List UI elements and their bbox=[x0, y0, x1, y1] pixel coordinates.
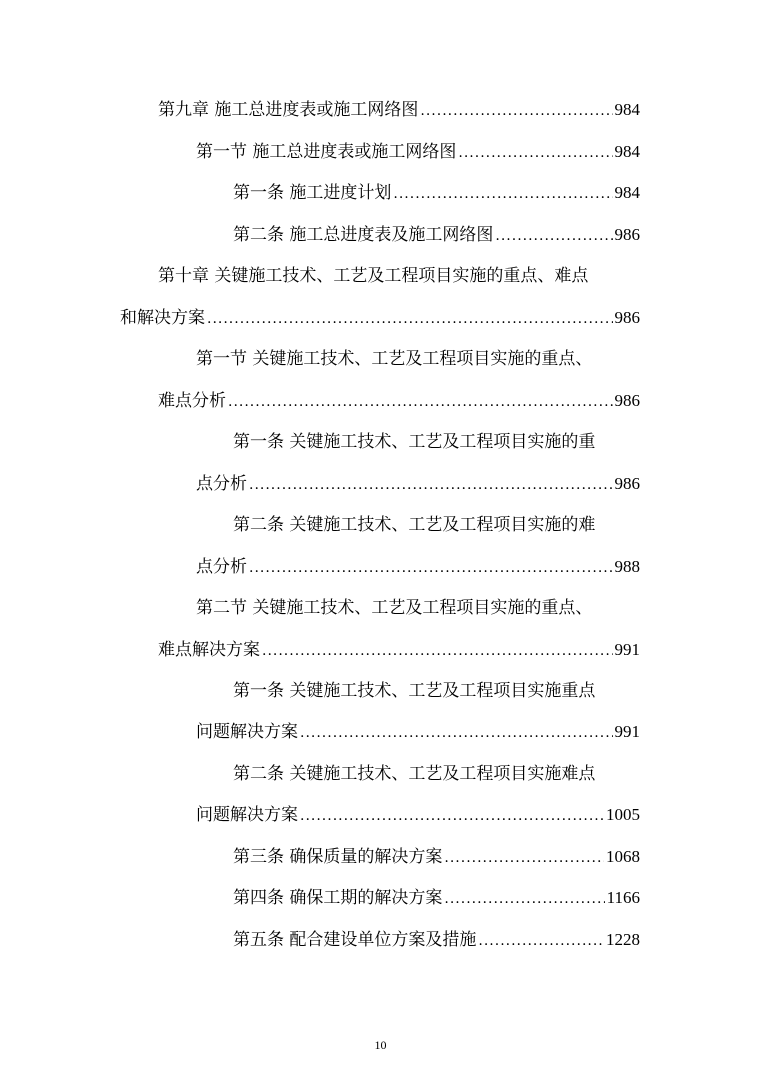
toc-leader-dots bbox=[420, 96, 612, 126]
toc-leader-dots bbox=[495, 221, 612, 251]
toc-leader-dots bbox=[444, 843, 604, 873]
toc-entry-title: 第一节 施工总进度表或施工网络图 bbox=[196, 142, 457, 162]
toc-entry-title: 第二条 施工总进度表及施工网络图 bbox=[233, 225, 494, 245]
toc-entry-article-9-1-1[interactable] bbox=[233, 178, 640, 208]
toc-entry-title: 难点解决方案 bbox=[158, 640, 260, 660]
toc-entry-title: 第二节 关键施工技术、工艺及工程项目实施的重点、 bbox=[196, 598, 593, 618]
toc-entry-title: 难点分析 bbox=[158, 391, 226, 411]
toc-entry-section-10-1[interactable] bbox=[196, 344, 640, 374]
toc-entry-title: 第一节 关键施工技术、工艺及工程项目实施的重点、 bbox=[196, 349, 593, 369]
toc-entry-page: 984 bbox=[614, 142, 640, 161]
toc-leader-dots bbox=[249, 470, 613, 500]
toc-entry-title: 问题解决方案 bbox=[196, 722, 298, 742]
toc-entry-page: 988 bbox=[614, 557, 640, 576]
toc-entry-page: 1228 bbox=[606, 930, 640, 949]
toc-entry-title: 问题解决方案 bbox=[196, 805, 298, 825]
toc-entry-page: 986 bbox=[614, 474, 640, 493]
toc-entry-section-9-1[interactable] bbox=[196, 137, 640, 167]
toc-leader-dots bbox=[262, 636, 613, 666]
toc-entry-title: 第十章 关键施工技术、工艺及工程项目实施的重点、难点 bbox=[158, 266, 589, 286]
toc-entry-section-10-2[interactable] bbox=[196, 593, 640, 623]
toc-entry-page: 984 bbox=[614, 183, 640, 202]
toc-entry-article-9-1-2[interactable] bbox=[233, 220, 640, 250]
toc-entry-chapter-9[interactable] bbox=[158, 95, 640, 125]
toc-entry-page: 1005 bbox=[606, 805, 640, 824]
toc-leader-dots bbox=[458, 138, 612, 168]
toc-leader-dots bbox=[300, 801, 604, 831]
toc-leader-dots bbox=[444, 884, 604, 914]
toc-entry-article-10-2-1-cont[interactable] bbox=[196, 717, 640, 747]
toc-entry-page: 984 bbox=[614, 100, 640, 119]
toc-entry-title: 第一条 施工进度计划 bbox=[233, 183, 392, 203]
toc-entry-title: 点分析 bbox=[196, 557, 247, 577]
toc-entry-title: 点分析 bbox=[196, 474, 247, 494]
toc-entry-page: 986 bbox=[614, 308, 640, 327]
toc-leader-dots bbox=[478, 926, 604, 956]
toc-entry-page: 1166 bbox=[606, 888, 640, 907]
toc-entry-article-10-1-2-cont[interactable] bbox=[196, 552, 640, 582]
toc-leader-dots bbox=[207, 304, 613, 334]
toc-entry-page: 1068 bbox=[606, 847, 640, 866]
toc-entry-title: 第二条 关键施工技术、工艺及工程项目实施的难 bbox=[233, 515, 596, 535]
toc-entry-title: 第一条 关键施工技术、工艺及工程项目实施的重 bbox=[233, 432, 596, 452]
toc-entry-article-10-2-5[interactable] bbox=[233, 925, 640, 955]
toc-entry-title: 第四条 确保工期的解决方案 bbox=[233, 888, 443, 908]
toc-leader-dots bbox=[393, 179, 612, 209]
toc-entry-chapter-10[interactable] bbox=[158, 261, 640, 291]
page-number: 10 bbox=[374, 1038, 387, 1052]
toc-entry-section-10-2-cont[interactable] bbox=[158, 635, 640, 665]
toc-entry-title: 第二条 关键施工技术、工艺及工程项目实施难点 bbox=[233, 764, 596, 784]
toc-entry-article-10-2-2[interactable] bbox=[233, 759, 640, 789]
toc-entry-article-10-2-3[interactable] bbox=[233, 842, 640, 872]
toc-entry-page: 986 bbox=[614, 391, 640, 410]
toc-leader-dots bbox=[249, 553, 613, 583]
toc-entry-page: 986 bbox=[614, 225, 640, 244]
toc-entry-chapter-10-cont[interactable] bbox=[120, 303, 640, 333]
toc-leader-dots bbox=[300, 718, 613, 748]
toc-leader-dots bbox=[228, 387, 613, 417]
toc-entry-title: 第五条 配合建设单位方案及措施 bbox=[233, 930, 477, 950]
toc-entry-page: 991 bbox=[614, 640, 640, 659]
toc-entry-article-10-2-2-cont[interactable] bbox=[196, 800, 640, 830]
toc-entry-title: 第九章 施工总进度表或施工网络图 bbox=[158, 100, 419, 120]
toc-entry-article-10-1-1[interactable] bbox=[233, 427, 640, 457]
toc-entry-title: 第一条 关键施工技术、工艺及工程项目实施重点 bbox=[233, 681, 596, 701]
toc-entry-section-10-1-cont[interactable] bbox=[158, 386, 640, 416]
toc-entry-title: 第三条 确保质量的解决方案 bbox=[233, 847, 443, 867]
toc-entry-title: 和解决方案 bbox=[120, 308, 205, 328]
toc-entry-article-10-1-2[interactable] bbox=[233, 510, 640, 540]
toc-entry-article-10-2-4[interactable] bbox=[233, 883, 640, 913]
toc-entry-article-10-2-1[interactable] bbox=[233, 676, 640, 706]
toc-entry-page: 991 bbox=[614, 722, 640, 741]
toc-entry-article-10-1-1-cont[interactable] bbox=[196, 469, 640, 499]
